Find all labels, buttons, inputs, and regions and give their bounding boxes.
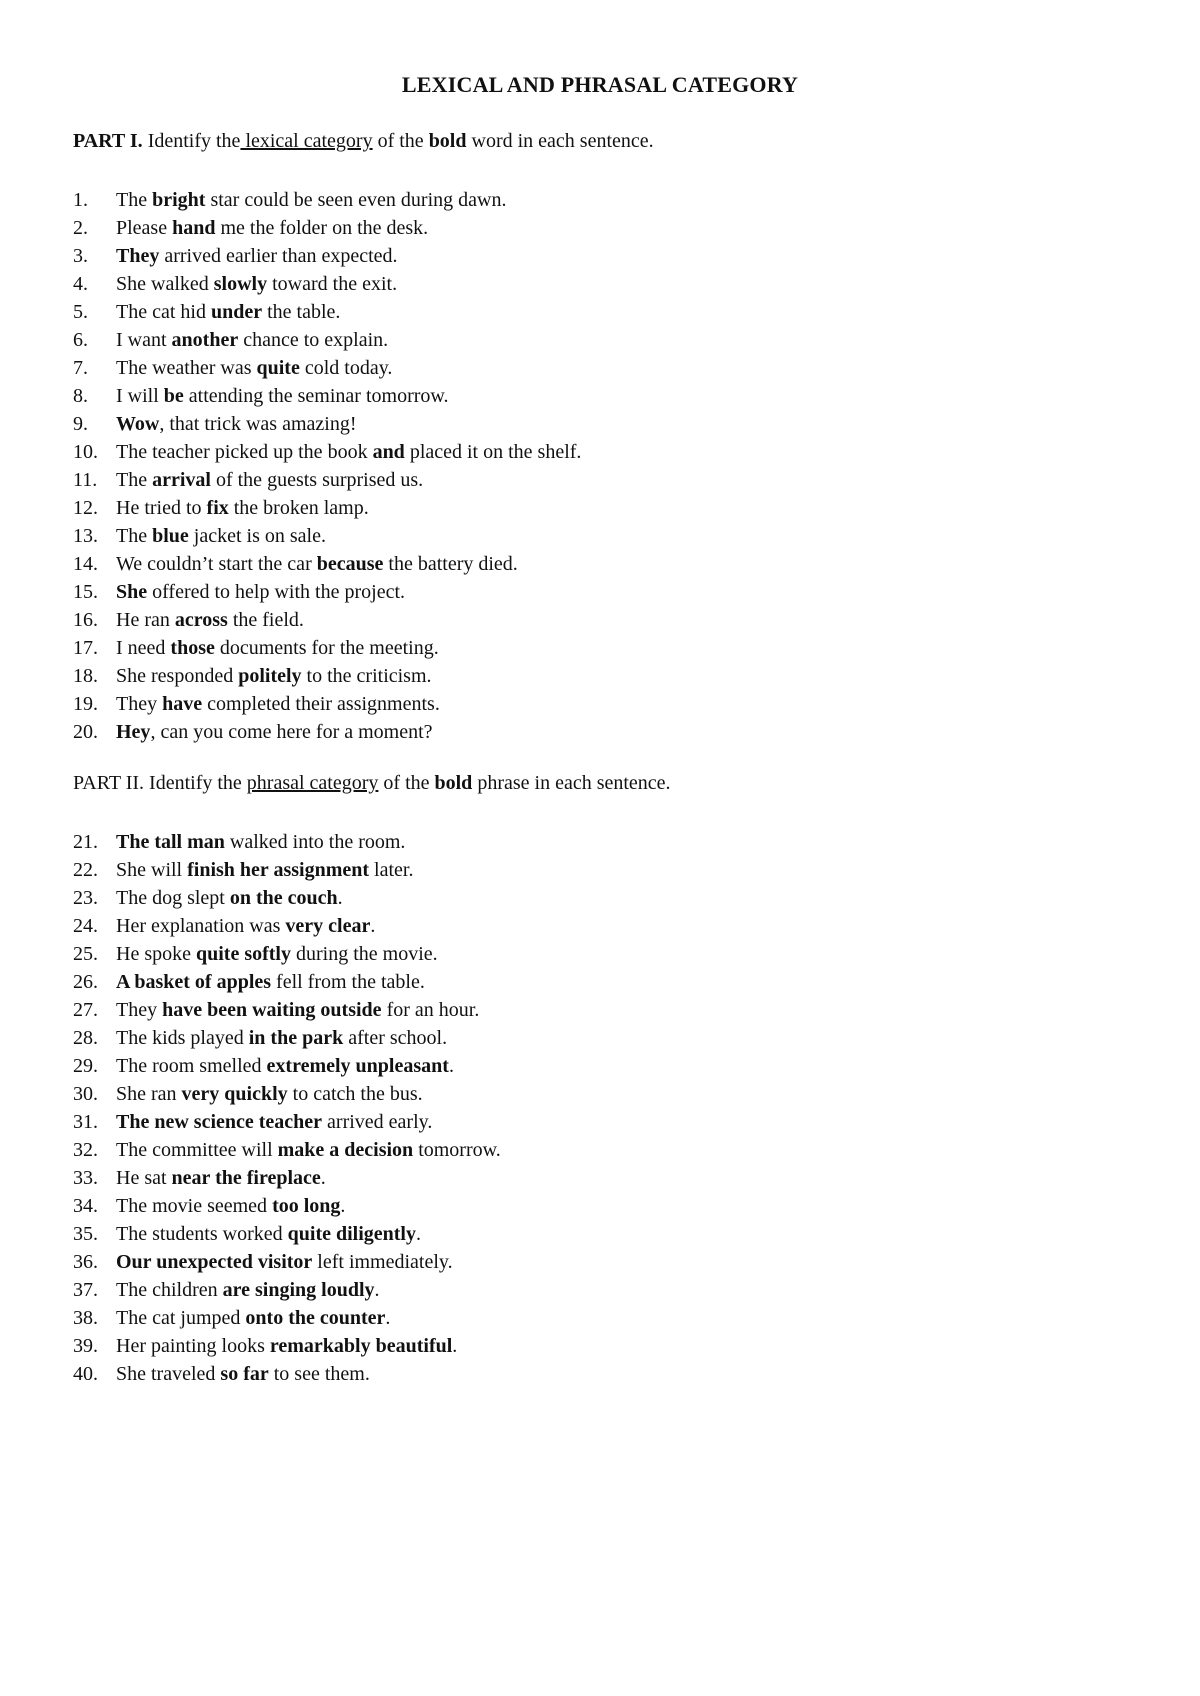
text-segment: the battery died. bbox=[383, 553, 518, 575]
item-sentence bbox=[116, 1167, 326, 1189]
item-number: 11. bbox=[73, 469, 98, 491]
item-sentence bbox=[116, 1055, 454, 1077]
bold-text: bright bbox=[152, 189, 206, 211]
bold-text: extremely unpleasant bbox=[266, 1055, 449, 1077]
list-item bbox=[73, 298, 581, 326]
bold-text: PART I. bbox=[73, 130, 143, 152]
text-segment: Her explanation was bbox=[116, 915, 286, 937]
item-number: 3. bbox=[73, 245, 88, 267]
text-segment: chance to explain. bbox=[238, 329, 389, 351]
list-item bbox=[73, 1136, 501, 1164]
text-segment: She will bbox=[116, 859, 188, 881]
item-sentence bbox=[116, 1083, 423, 1105]
text-segment: He sat bbox=[116, 1167, 172, 1189]
item-sentence bbox=[116, 525, 326, 547]
list-item bbox=[73, 1220, 501, 1248]
text-segment: of the guests surprised us. bbox=[210, 469, 424, 491]
item-number: 19. bbox=[73, 693, 98, 715]
bold-text: under bbox=[210, 301, 263, 323]
bold-text: A basket of apples bbox=[116, 971, 272, 993]
bold-text: The tall man bbox=[116, 831, 225, 853]
text-segment: She walked bbox=[116, 273, 214, 295]
bold-text: Hey bbox=[116, 721, 151, 743]
list-item bbox=[73, 1108, 501, 1136]
bold-text: make a decision bbox=[277, 1139, 414, 1161]
bold-text: quite diligently bbox=[287, 1223, 416, 1245]
item-number: 5. bbox=[73, 301, 88, 323]
item-number: 38. bbox=[73, 1307, 98, 1329]
item-number: 24. bbox=[73, 915, 98, 937]
item-number: 31. bbox=[73, 1111, 98, 1133]
text-segment: . bbox=[370, 915, 376, 937]
text-segment: The committee will bbox=[116, 1139, 278, 1161]
text-segment: . bbox=[448, 1055, 454, 1077]
text-segment: jacket is on sale. bbox=[188, 525, 326, 547]
item-number: 12. bbox=[73, 497, 98, 519]
item-sentence bbox=[116, 329, 388, 351]
part1-instruction bbox=[73, 130, 654, 153]
list-item bbox=[73, 940, 501, 968]
part2-instruction bbox=[73, 772, 671, 795]
item-number: 1. bbox=[73, 189, 88, 211]
list-item bbox=[73, 522, 581, 550]
bold-text: arrival bbox=[152, 469, 211, 491]
text-segment: completed their assignments. bbox=[202, 693, 440, 715]
item-number: 6. bbox=[73, 329, 88, 351]
text-segment: attending the seminar tomorrow. bbox=[183, 385, 449, 407]
text-segment: arrived earlier than expected. bbox=[159, 245, 398, 267]
item-sentence bbox=[116, 999, 479, 1021]
item-number: 30. bbox=[73, 1083, 98, 1105]
list-item bbox=[73, 828, 501, 856]
item-number: 9. bbox=[73, 413, 88, 435]
item-sentence bbox=[116, 721, 433, 743]
text-segment: during the movie. bbox=[290, 943, 438, 965]
bold-text: quite bbox=[256, 357, 300, 379]
item-sentence bbox=[116, 301, 340, 323]
list-item bbox=[73, 968, 501, 996]
item-sentence bbox=[116, 413, 357, 435]
item-sentence bbox=[116, 665, 432, 687]
list-item bbox=[73, 1276, 501, 1304]
list-item bbox=[73, 550, 581, 578]
text-segment: toward the exit. bbox=[267, 273, 398, 295]
text-segment: The bbox=[116, 189, 153, 211]
list-item bbox=[73, 912, 501, 940]
text-segment: later. bbox=[369, 859, 414, 881]
text-segment: . bbox=[416, 1223, 421, 1245]
item-sentence bbox=[116, 469, 423, 491]
bold-text: in the park bbox=[248, 1027, 344, 1049]
text-segment: The children bbox=[116, 1279, 223, 1301]
bold-text: on the couch bbox=[229, 887, 338, 909]
list-item bbox=[73, 718, 581, 746]
list-item bbox=[73, 1024, 501, 1052]
item-sentence bbox=[116, 497, 369, 519]
item-number: 40. bbox=[73, 1363, 98, 1385]
item-number: 10. bbox=[73, 441, 98, 463]
item-sentence bbox=[116, 971, 425, 993]
list-item bbox=[73, 1332, 501, 1360]
list-item bbox=[73, 1080, 501, 1108]
bold-text: those bbox=[170, 637, 215, 659]
bold-text: blue bbox=[152, 525, 189, 547]
list-item bbox=[73, 410, 581, 438]
bold-text: bold bbox=[428, 130, 467, 152]
bold-text: slowly bbox=[213, 273, 268, 295]
item-number: 27. bbox=[73, 999, 98, 1021]
item-number: 21. bbox=[73, 831, 98, 853]
bold-text: bold bbox=[434, 772, 473, 794]
bold-text: because bbox=[316, 553, 384, 575]
item-sentence bbox=[116, 1279, 380, 1301]
item-number: 16. bbox=[73, 609, 98, 631]
text-segment: to catch the bus. bbox=[287, 1083, 423, 1105]
bold-text: Wow bbox=[116, 413, 160, 435]
item-number: 36. bbox=[73, 1251, 98, 1273]
text-segment: They bbox=[116, 693, 163, 715]
text-segment: He tried to bbox=[116, 497, 207, 519]
text-segment: the broken lamp. bbox=[228, 497, 369, 519]
bold-text: onto the counter bbox=[245, 1307, 386, 1329]
item-number: 20. bbox=[73, 721, 98, 743]
bold-text: very clear bbox=[285, 915, 371, 937]
bold-text: hand bbox=[172, 217, 216, 239]
item-sentence bbox=[116, 273, 397, 295]
item-sentence bbox=[116, 1111, 432, 1133]
text-segment: I need bbox=[116, 637, 171, 659]
item-sentence bbox=[116, 441, 581, 463]
text-segment: , can you come here for a moment? bbox=[150, 721, 433, 743]
bold-text: have bbox=[162, 693, 203, 715]
item-sentence bbox=[116, 859, 413, 881]
bold-text: fix bbox=[206, 497, 229, 519]
text-segment: word in each sentence. bbox=[466, 130, 654, 152]
item-number: 26. bbox=[73, 971, 98, 993]
list-item bbox=[73, 466, 581, 494]
list-item bbox=[73, 1052, 501, 1080]
bold-text: so far bbox=[220, 1363, 269, 1385]
list-item bbox=[73, 578, 581, 606]
item-sentence bbox=[116, 915, 375, 937]
text-segment: Identify the bbox=[142, 130, 241, 152]
text-segment: after school. bbox=[343, 1027, 448, 1049]
text-segment: The kids played bbox=[116, 1027, 249, 1049]
list-item bbox=[73, 996, 501, 1024]
item-sentence bbox=[116, 1223, 421, 1245]
item-sentence bbox=[116, 1251, 453, 1273]
text-segment: The bbox=[116, 469, 153, 491]
text-segment: placed it on the shelf. bbox=[404, 441, 582, 463]
text-segment: the table. bbox=[262, 301, 341, 323]
bold-text: another bbox=[171, 329, 239, 351]
text-segment: arrived early. bbox=[322, 1111, 433, 1133]
list-item bbox=[73, 634, 581, 662]
text-segment: Her painting looks bbox=[116, 1335, 270, 1357]
bold-text: too long bbox=[272, 1195, 341, 1217]
list-item bbox=[73, 494, 581, 522]
item-sentence bbox=[116, 1027, 447, 1049]
text-segment: The students worked bbox=[116, 1223, 288, 1245]
item-sentence bbox=[116, 831, 405, 853]
text-segment: The weather was bbox=[116, 357, 257, 379]
item-number: 34. bbox=[73, 1195, 98, 1217]
bold-text: remarkably beautiful bbox=[269, 1335, 453, 1357]
item-sentence bbox=[116, 245, 398, 267]
item-number: 32. bbox=[73, 1139, 98, 1161]
text-segment: . bbox=[320, 1167, 326, 1189]
text-segment: The movie seemed bbox=[116, 1195, 273, 1217]
list-item bbox=[73, 690, 581, 718]
page-title: LEXICAL AND PHRASAL CATEGORY bbox=[401, 72, 799, 97]
text-segment: of the bbox=[378, 772, 435, 794]
item-sentence bbox=[116, 357, 392, 379]
text-segment: The bbox=[116, 525, 153, 547]
list-item bbox=[73, 662, 581, 690]
text-segment: . bbox=[340, 1195, 346, 1217]
list-item bbox=[73, 606, 581, 634]
text-segment: I will bbox=[116, 385, 164, 407]
text-segment: me the folder on the desk. bbox=[215, 217, 429, 239]
text-segment: , that trick was amazing! bbox=[159, 413, 357, 435]
text-segment: fell from the table. bbox=[271, 971, 425, 993]
bold-text: finish her assignment bbox=[187, 859, 370, 881]
text-segment: We couldn’t start the car bbox=[116, 553, 317, 575]
list-item bbox=[73, 1360, 501, 1388]
bold-text: be bbox=[163, 385, 184, 407]
bold-text: near the fireplace bbox=[171, 1167, 321, 1189]
item-number: 7. bbox=[73, 357, 88, 379]
item-sentence bbox=[116, 1139, 501, 1161]
item-number: 22. bbox=[73, 859, 98, 881]
item-number: 23. bbox=[73, 887, 98, 909]
bold-text: The new science teacher bbox=[116, 1111, 323, 1133]
list-item bbox=[73, 1248, 501, 1276]
bold-text: across bbox=[174, 609, 228, 631]
text-segment: . bbox=[385, 1307, 391, 1329]
bold-text: politely bbox=[238, 665, 302, 687]
text-segment: The teacher picked up the book bbox=[116, 441, 373, 463]
text-segment: tomorrow. bbox=[413, 1139, 501, 1161]
list-item bbox=[73, 270, 581, 298]
item-sentence bbox=[116, 1363, 370, 1385]
list-item bbox=[73, 214, 581, 242]
text-segment: cold today. bbox=[299, 357, 393, 379]
item-sentence bbox=[116, 385, 449, 407]
bold-text: are singing loudly bbox=[222, 1279, 375, 1301]
part1-list bbox=[73, 186, 581, 746]
bold-text: She bbox=[116, 581, 148, 603]
text-segment: PART II. Identify the bbox=[73, 772, 247, 794]
item-number: 2. bbox=[73, 217, 88, 239]
text-segment: star could be seen even during dawn. bbox=[205, 189, 507, 211]
list-item bbox=[73, 884, 501, 912]
item-sentence bbox=[116, 609, 304, 631]
bold-text: very quickly bbox=[181, 1083, 288, 1105]
underlined-text: lexical category bbox=[240, 130, 373, 152]
text-segment: to the criticism. bbox=[301, 665, 432, 687]
text-segment: He spoke bbox=[116, 943, 196, 965]
bold-text: They bbox=[116, 245, 160, 267]
text-segment: for an hour. bbox=[381, 999, 480, 1021]
text-segment: . bbox=[452, 1335, 458, 1357]
list-item bbox=[73, 1192, 501, 1220]
item-number: 18. bbox=[73, 665, 98, 687]
item-sentence bbox=[116, 887, 343, 909]
item-number: 39. bbox=[73, 1335, 98, 1357]
list-item bbox=[73, 1304, 501, 1332]
item-number: 33. bbox=[73, 1167, 98, 1189]
item-number: 29. bbox=[73, 1055, 98, 1077]
list-item bbox=[73, 326, 581, 354]
part2-list bbox=[73, 828, 501, 1388]
text-segment: She traveled bbox=[116, 1363, 221, 1385]
bold-text: have been waiting outside bbox=[162, 999, 382, 1021]
item-number: 37. bbox=[73, 1279, 98, 1301]
text-segment: . bbox=[337, 887, 343, 909]
text-segment: documents for the meeting. bbox=[214, 637, 439, 659]
item-sentence bbox=[116, 943, 438, 965]
item-sentence bbox=[116, 693, 440, 715]
item-number: 35. bbox=[73, 1223, 98, 1245]
item-sentence bbox=[116, 217, 428, 239]
text-segment: offered to help with the project. bbox=[147, 581, 406, 603]
item-number: 8. bbox=[73, 385, 88, 407]
item-number: 14. bbox=[73, 553, 98, 575]
text-segment: The cat hid bbox=[116, 301, 211, 323]
text-segment: the field. bbox=[227, 609, 304, 631]
bold-text: and bbox=[372, 441, 405, 463]
list-item bbox=[73, 856, 501, 884]
list-item bbox=[73, 186, 581, 214]
text-segment: They bbox=[116, 999, 163, 1021]
item-sentence bbox=[116, 1335, 457, 1357]
text-segment: to see them. bbox=[268, 1363, 370, 1385]
text-segment: . bbox=[374, 1279, 380, 1301]
text-segment: left immediately. bbox=[312, 1251, 453, 1273]
text-segment: I want bbox=[116, 329, 172, 351]
text-segment: She ran bbox=[116, 1083, 182, 1105]
item-sentence bbox=[116, 1307, 390, 1329]
underlined-text: phrasal category bbox=[246, 772, 379, 794]
text-segment: Please bbox=[116, 217, 173, 239]
list-item bbox=[73, 1164, 501, 1192]
item-sentence bbox=[116, 1195, 345, 1217]
item-sentence bbox=[116, 553, 518, 575]
list-item bbox=[73, 354, 581, 382]
item-sentence bbox=[116, 581, 405, 603]
item-number: 17. bbox=[73, 637, 98, 659]
bold-text: quite softly bbox=[195, 943, 291, 965]
list-item bbox=[73, 382, 581, 410]
text-segment: The cat jumped bbox=[116, 1307, 246, 1329]
text-segment: phrase in each sentence. bbox=[472, 772, 671, 794]
item-number: 25. bbox=[73, 943, 98, 965]
item-sentence bbox=[116, 189, 506, 211]
text-segment: walked into the room. bbox=[224, 831, 406, 853]
text-segment: He ran bbox=[116, 609, 175, 631]
text-segment: of the bbox=[372, 130, 429, 152]
item-number: 4. bbox=[73, 273, 88, 295]
item-number: 28. bbox=[73, 1027, 98, 1049]
list-item bbox=[73, 242, 581, 270]
text-segment: She responded bbox=[116, 665, 239, 687]
item-sentence bbox=[116, 637, 439, 659]
item-number: 15. bbox=[73, 581, 98, 603]
text-segment: The dog slept bbox=[116, 887, 230, 909]
list-item bbox=[73, 438, 581, 466]
bold-text: Our unexpected visitor bbox=[116, 1251, 313, 1273]
text-segment: The room smelled bbox=[116, 1055, 267, 1077]
item-number: 13. bbox=[73, 525, 98, 547]
